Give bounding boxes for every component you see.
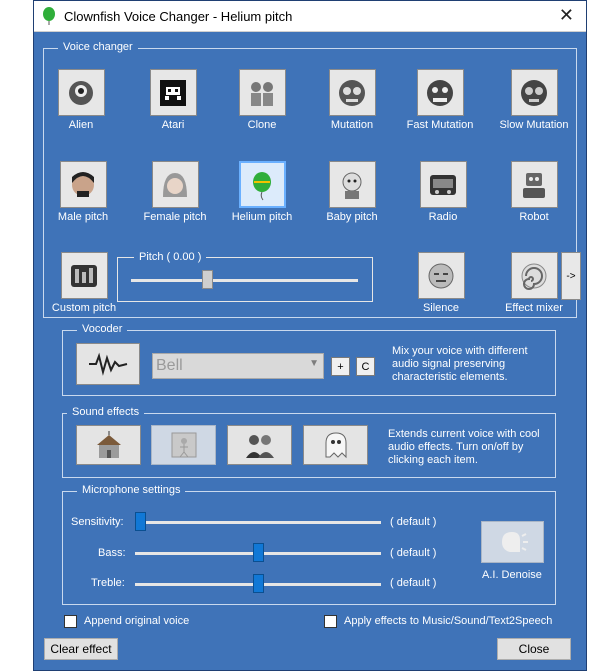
treble-slider-thumb[interactable]	[253, 574, 264, 593]
baby-pitch-icon	[336, 169, 368, 201]
sound-effect-ghost-wall[interactable]	[151, 425, 216, 465]
sensitivity-label: Sensitivity:	[71, 516, 124, 528]
vocoder-clear-button[interactable]: C	[356, 357, 375, 376]
effect-atari[interactable]	[138, 69, 208, 132]
clone-icon	[246, 77, 278, 109]
effect-label: Mutation	[330, 119, 374, 131]
bass-value: ( default )	[390, 547, 437, 559]
silence-icon	[425, 260, 457, 292]
effect-label: Fast Mutation	[406, 119, 474, 131]
apply-effects-label[interactable]: Apply effects to Music/Sound/Text2Speech	[344, 615, 553, 627]
effect-label: Atari	[161, 119, 185, 131]
effect-alien[interactable]	[46, 69, 116, 132]
effect-clone[interactable]	[227, 69, 297, 132]
custom-pitch-icon	[68, 260, 100, 292]
vocoder-add-button[interactable]: +	[331, 357, 350, 376]
effect-label: Male pitch	[57, 211, 109, 223]
voice-changer-legend: Voice changer	[58, 41, 138, 53]
sound-effect-ghost[interactable]	[303, 425, 368, 465]
church-icon	[94, 431, 124, 459]
radio-icon	[427, 169, 459, 201]
effect-label: Silence	[422, 302, 460, 314]
close-window-icon[interactable]: ✕	[558, 5, 574, 26]
microphone-legend: Microphone settings	[77, 484, 185, 496]
effect-mutation[interactable]	[317, 69, 387, 132]
waveform-icon	[88, 352, 128, 376]
append-original-checkbox[interactable]	[64, 615, 77, 628]
expand-panel-button[interactable]: ->	[561, 252, 581, 300]
effect-robot[interactable]	[499, 161, 569, 224]
vocoder-select[interactable]	[152, 353, 324, 379]
slow-mutation-icon	[518, 77, 550, 109]
vocoder-legend: Vocoder	[77, 323, 127, 335]
close-button[interactable]: Close	[497, 638, 571, 660]
sound-effect-church[interactable]	[76, 425, 141, 465]
title-bar	[34, 1, 586, 32]
mutation-icon	[336, 77, 368, 109]
main-window	[33, 0, 587, 671]
alien-icon	[65, 77, 97, 109]
vocoder-button[interactable]	[76, 343, 140, 385]
bass-slider-thumb[interactable]	[253, 543, 264, 562]
effect-label: Slow Mutation	[499, 119, 569, 131]
effect-label: Robot	[519, 211, 549, 223]
sound-effect-crowd[interactable]	[227, 425, 292, 465]
ghost-icon	[321, 431, 351, 459]
sensitivity-slider-track[interactable]	[135, 521, 381, 524]
effect-male-pitch[interactable]	[48, 161, 118, 224]
pitch-slider-track[interactable]	[131, 279, 358, 282]
chevron-down-icon: ▼	[309, 358, 319, 369]
fast-mutation-icon	[424, 77, 456, 109]
crowd-icon	[244, 431, 276, 459]
effect-silence[interactable]	[406, 252, 476, 315]
helium-balloon-icon	[246, 169, 278, 201]
effect-slow-mutation[interactable]	[499, 69, 569, 132]
male-pitch-icon	[67, 169, 99, 201]
atari-icon	[157, 77, 189, 109]
effect-label: Radio	[428, 211, 458, 223]
pitch-legend: Pitch ( 0.00 )	[134, 251, 206, 263]
effect-mixer[interactable]	[499, 252, 569, 315]
effect-mixer-icon	[518, 260, 550, 292]
sound-effects-description: Extends current voice with cool audio effects. Turn on/off by clicking each item.	[388, 428, 540, 466]
ghost-wall-icon	[169, 431, 199, 459]
vocoder-description: Mix your voice with different audio signal preserving characteristic elements.	[392, 345, 528, 383]
effect-female-pitch[interactable]	[140, 161, 210, 224]
effect-label: Custom pitch	[51, 302, 117, 314]
treble-label: Treble:	[91, 577, 125, 589]
effect-label: Alien	[68, 119, 94, 131]
effect-label: Baby pitch	[326, 211, 378, 223]
bass-label: Bass:	[98, 547, 126, 559]
effect-label: Effect mixer	[505, 302, 563, 314]
effect-label: Helium pitch	[231, 211, 293, 223]
window-title: Clownfish Voice Changer - Helium pitch	[64, 8, 293, 24]
clownfish-app-icon	[42, 7, 56, 25]
append-original-label[interactable]: Append original voice	[84, 615, 190, 627]
treble-value: ( default )	[390, 577, 437, 589]
denoise-icon	[496, 528, 530, 556]
vocoder-selected-value: Bell	[156, 357, 183, 374]
apply-effects-checkbox[interactable]	[324, 615, 337, 628]
effect-label: Female pitch	[143, 211, 207, 223]
female-pitch-icon	[159, 169, 191, 201]
sound-effects-legend: Sound effects	[67, 406, 144, 418]
sensitivity-slider-thumb[interactable]	[135, 512, 146, 531]
effect-helium-pitch[interactable]	[227, 161, 297, 224]
ai-denoise-button[interactable]	[481, 521, 544, 563]
effect-radio[interactable]	[408, 161, 478, 224]
ai-denoise-label: A.I. Denoise	[482, 569, 542, 581]
sensitivity-value: ( default )	[390, 516, 437, 528]
pitch-slider-thumb[interactable]	[202, 270, 213, 289]
effect-fast-mutation[interactable]	[405, 69, 475, 132]
effect-label: Clone	[247, 119, 277, 131]
clear-effect-button[interactable]: Clear effect	[44, 638, 118, 660]
effect-custom-pitch[interactable]	[49, 252, 119, 315]
robot-icon	[518, 169, 550, 201]
effect-baby-pitch[interactable]	[317, 161, 387, 224]
